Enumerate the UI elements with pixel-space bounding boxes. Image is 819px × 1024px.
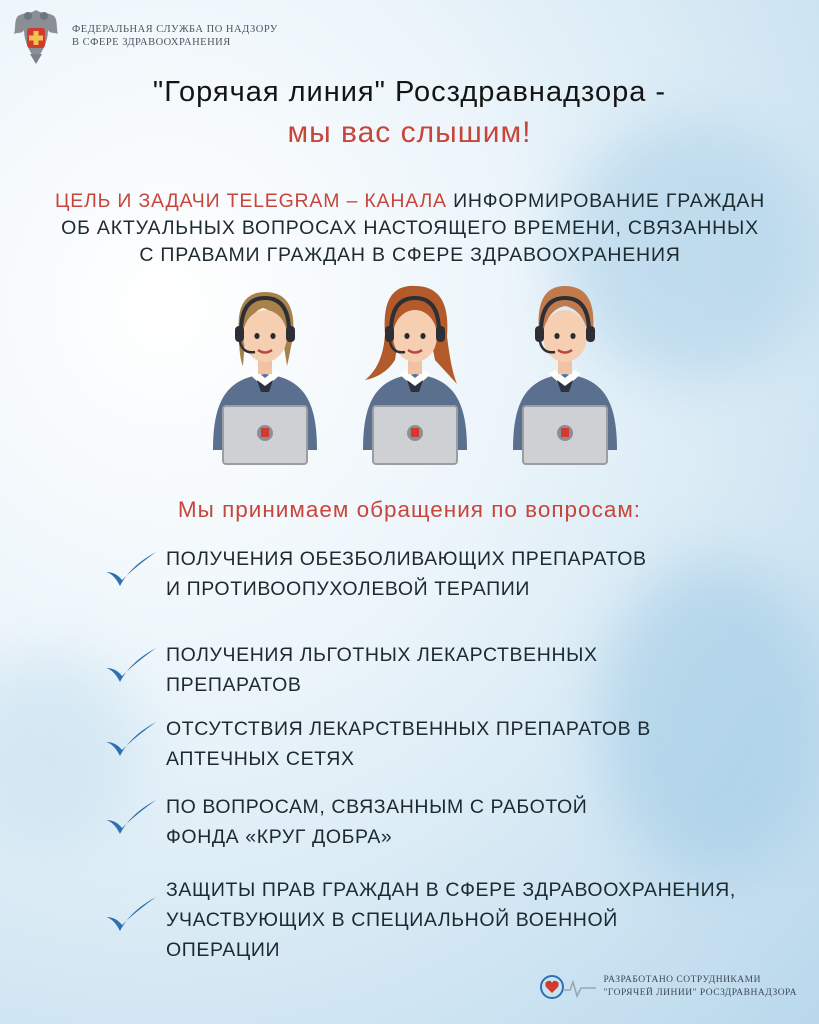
item-line: ЗАЩИТЫ ПРАВ ГРАЖДАН В СФЕРЕ ЗДРАВООХРАНЕНИЯ, [166, 879, 736, 901]
item-line: ОТСУТСТВИЯ ЛЕКАРСТВЕННЫХ ПРЕПАРАТОВ В [166, 718, 651, 740]
check-icon [100, 798, 160, 838]
agency-name [72, 23, 278, 49]
agency-line2: В СФЕРЕ ЗДРАВООХРАНЕНИЯ [72, 37, 231, 48]
item-line: ОПЕРАЦИИ [166, 939, 281, 961]
list-item [100, 714, 800, 774]
check-icon [100, 646, 160, 686]
footer-line1: РАЗРАБОТАНО СОТРУДНИКАМИ [603, 975, 761, 985]
item-line: АПТЕЧНЫХ СЕТЯХ [166, 748, 355, 770]
check-icon [100, 895, 160, 935]
heart-pulse-icon [538, 970, 598, 1004]
item-line: ПОЛУЧЕНИЯ ЛЬГОТНЫХ ЛЕКАРСТВЕННЫХ [166, 644, 598, 666]
agency-line1: ФЕДЕРАЛЬНАЯ СЛУЖБА ПО НАДЗОРУ [72, 24, 278, 35]
intro-accent: ЦЕЛЬ И ЗАДАЧИ TELEGRAM – КАНАЛА [54, 190, 447, 212]
page-subtitle: мы вас слышим! [287, 116, 532, 149]
intro-text3: С ПРАВАМИ ГРАЖДАН В СФЕРЕ ЗДРАВООХРАНЕНИЯ [139, 244, 681, 266]
intro-text2: ОБ АКТУАЛЬНЫХ ВОПРОСАХ НАСТОЯЩЕГО ВРЕМЕНИ, СВЯЗАННЫХ [61, 217, 759, 239]
header [10, 6, 278, 66]
list-item [100, 875, 800, 965]
item-line: ФОНДА «КРУГ ДОБРА» [166, 826, 393, 848]
item-line: ПРЕПАРАТОВ [166, 674, 302, 696]
footer-line2: "ГОРЯЧЕЙ ЛИНИИ" РОСЗДРАВНАДЗОРА [603, 988, 797, 998]
operator-illustration [205, 280, 625, 470]
item-line: УЧАСТВУЮЩИХ В СПЕЦИАЛЬНОЙ ВОЕННОЙ [166, 909, 618, 931]
section-title: Мы принимаем обращения по вопросам: [177, 497, 642, 522]
intro-text1: ИНФОРМИРОВАНИЕ ГРАЖДАН [453, 190, 766, 212]
item-line: ПО ВОПРОСАМ, СВЯЗАННЫМ С РАБОТОЙ [166, 796, 588, 818]
item-line: ПОЛУЧЕНИЯ ОБЕЗБОЛИВАЮЩИХ ПРЕПАРАТОВ [166, 548, 647, 570]
check-icon [100, 720, 160, 760]
emblem-icon [10, 6, 62, 66]
list-item [100, 792, 800, 852]
check-icon [100, 550, 160, 590]
list-item [100, 544, 800, 604]
item-line: И ПРОТИВООПУХОЛЕВОЙ ТЕРАПИИ [166, 578, 530, 600]
page-title: "Горячая линия" Росздравнадзора - [152, 76, 667, 108]
footer [538, 970, 798, 1004]
intro-text [30, 188, 790, 269]
list-item [100, 640, 800, 700]
